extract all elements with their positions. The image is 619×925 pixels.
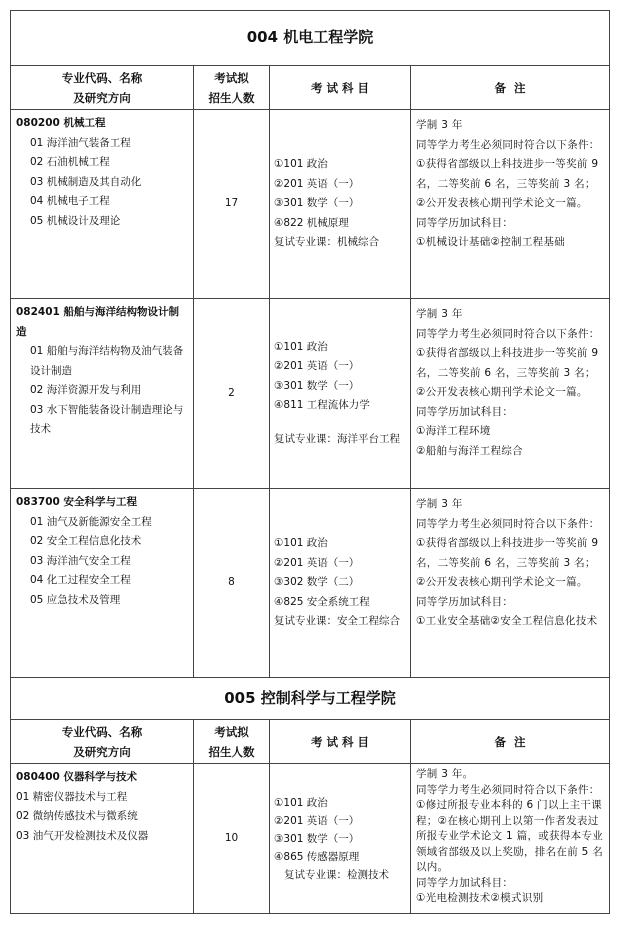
notes-cell: 学制 3 年 同等学力考生必须同时符合以下条件： ①获得省部级以上科技进步一等奖前 9 名，二等奖前 6 名，三等奖前 3 名； ②公开发表核心期刊学术论文一篇。 同等学历加试科目： ①海洋工程环境 ②船舶与海洋工程综合 <box>411 299 610 489</box>
exam-subjects: ①101 政治 ②201 英语（一） ③301 数学（一） ④822 机械原理 复试专业课：机械综合 <box>270 110 411 299</box>
header-major: 专业代码、名称 及研究方向 <box>11 66 194 110</box>
table-row <box>11 299 610 489</box>
exam-subjects: ①101 政治 ②201 英语（一） ③301 数学（一） ④811 工程流体力学 复试专业课：海洋平台工程 <box>270 299 411 489</box>
header-count: 考试拟 招生人数 <box>194 720 270 764</box>
exam-subjects: ①101 政治 ②201 英语（一） ③302 数学（二） ④825 安全系统工程 复试专业课：安全工程综合 <box>270 489 411 678</box>
college-title: 005 控制科学与工程学院 <box>11 678 610 720</box>
enrollment-count: 8 <box>194 489 270 678</box>
table-row <box>11 489 610 678</box>
header-subjects: 考 试 科 目 <box>270 66 411 110</box>
major-cell: 080200 机械工程 01 海洋油气装备工程 02 石油机械工程 03 机械制造及其自动化 04 机械电子工程 05 机械设计及理论 <box>11 110 194 299</box>
admission-table <box>10 10 610 914</box>
enrollment-count: 17 <box>194 110 270 299</box>
notes-cell: 学制 3 年 同等学力考生必须同时符合以下条件： ①获得省部级以上科技进步一等奖前 9 名，二等奖前 6 名，三等奖前 3 名； ②公开发表核心期刊学术论文一篇。 同等学历加试科目： ①机械设计基础②控制工程基础 <box>411 110 610 299</box>
header-count: 考试拟 招生人数 <box>194 66 270 110</box>
major-cell: 083700 安全科学与工程 01 油气及新能源安全工程 02 安全工程信息化技术 03 海洋油气安全工程 04 化工过程安全工程 05 应急技术及管理 <box>11 489 194 678</box>
notes-cell: 学制 3 年。 同等学力考生必须同时符合以下条件： ①修过所报专业本科的 6 门以上主干课程；②在核心期刊上以第一作者发表过所报专业学术论文 1 篇，或获得本专业领域省部级及以上奖励，排名在前 5 名以内。 同等学力加试科目： ①光电检测技术②模式识别 <box>411 764 610 914</box>
header-subjects: 考 试 科 目 <box>270 720 411 764</box>
header-notes: 备 注 <box>411 66 610 110</box>
table-row <box>11 764 610 914</box>
major-cell: 082401 船舶与海洋结构物设计制造 01 船舶与海洋结构物及油气装备设计制造 02 海洋资源开发与利用 03 水下智能装备设计制造理论与技术 <box>11 299 194 489</box>
exam-subjects: ①101 政治 ②201 英语（一） ③301 数学（一） ④865 传感器原理 复试专业课：检测技术 <box>270 764 411 914</box>
table-header <box>11 66 610 110</box>
table-row <box>11 110 610 299</box>
header-major: 专业代码、名称 及研究方向 <box>11 720 194 764</box>
enrollment-count: 2 <box>194 299 270 489</box>
table-header <box>11 720 610 764</box>
header-notes: 备 注 <box>411 720 610 764</box>
major-cell: 080400 仪器科学与技术 01 精密仪器技术与工程 02 微纳传感技术与微系统 03 油气开发检测技术及仪器 <box>11 764 194 914</box>
college-title: 004 机电工程学院 <box>11 11 610 66</box>
enrollment-count: 10 <box>194 764 270 914</box>
notes-cell: 学制 3 年 同等学力考生必须同时符合以下条件： ①获得省部级以上科技进步一等奖前 9 名，二等奖前 6 名，三等奖前 3 名； ②公开发表核心期刊学术论文一篇。 同等学历加试科目： ①工业安全基础②安全工程信息化技术 <box>411 489 610 678</box>
